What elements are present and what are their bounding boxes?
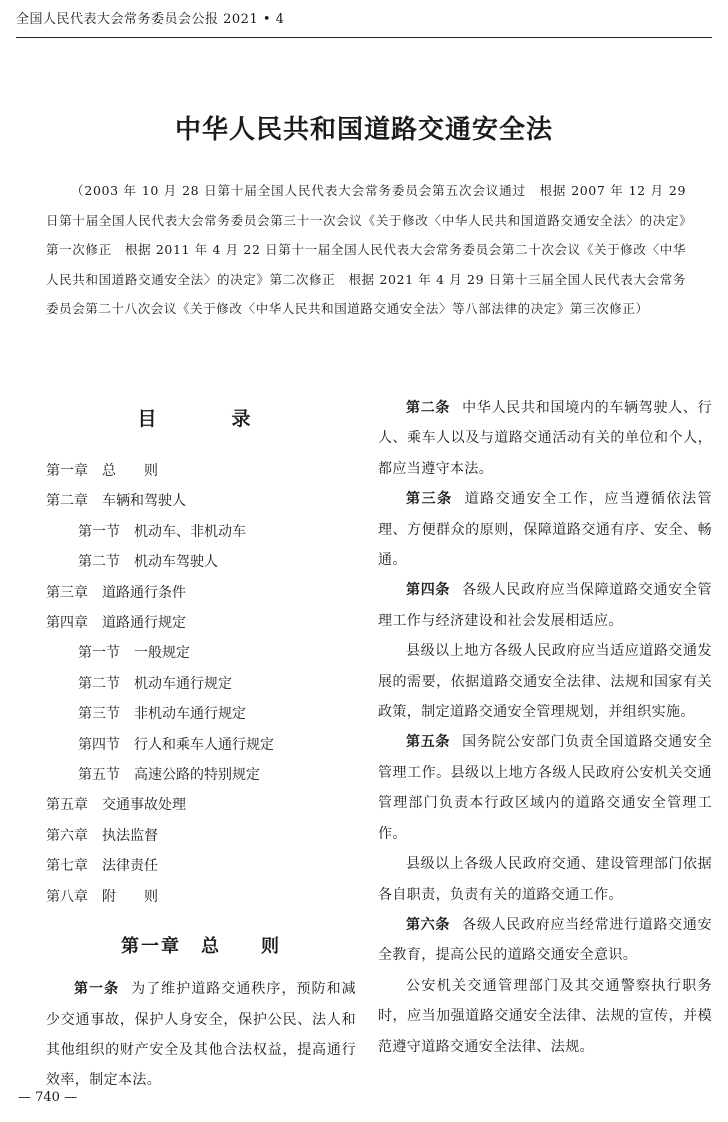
left-column	[46, 400, 356, 1096]
toc-item-num: 第三章	[46, 584, 88, 601]
preamble: （2003 年 10 月 28 日第十届全国人民代表大会常务委员会第五次会议通过 根据 2007 年 12 月 29 日第十届全国人民代表大会常务委员会第三十一次会议《关于修改〈中华人民共和国道路交通安全法〉的决定》第一次修正 根据 2011 年 4 月 22 日第十一届全国人民代表大会常务委员会第二十次会议《关于修改〈中华人民共和国道路交通安全法〉的决定》第二次修正 根据 2021 年 4 月 29 日第十三届全国人民代表大会常务委员会第二十八次会议《关于修改〈中华人民共和国道路交通安全法〉等八部法律的决定》第三次修正）	[46, 183, 686, 316]
toc-item-num: 第二节	[78, 675, 120, 692]
article-text: 道路交通安全工作，应当遵循依法管理、方便群众的原则，保障道路交通有序、安全、畅通。	[378, 491, 713, 569]
toc-item-num: 第四章	[46, 615, 88, 632]
right-column	[378, 393, 712, 1062]
article-1	[46, 974, 356, 1096]
toc-item	[46, 760, 356, 790]
toc-item	[46, 486, 356, 516]
toc-item-name: 总 则	[102, 463, 158, 479]
article-text: 各级人民政府应当经常进行道路交通安全教育，提高公民的道路交通安全意识。	[378, 916, 712, 964]
article-text: 中华人民共和国境内的车辆驾驶人、行人、乘车人以及与道路交通活动有关的单位和个人，都应当遵守本法。	[378, 400, 712, 477]
toc-item-num: 第八章	[46, 888, 88, 905]
article-4-paragraph-2: 县级以上地方各级人民政府应当适应道路交通发展的需要，依据道路交通安全法律、法规和国家有关政策，制定道路交通安全管理规划，并组织实施。	[378, 643, 712, 721]
toc-item-name: 执法监督	[102, 827, 158, 844]
toc-item	[46, 790, 356, 820]
toc-item-name: 交通事故处理	[102, 797, 186, 814]
toc-list	[46, 456, 356, 912]
toc-item-num: 第七章	[46, 858, 88, 875]
toc-item-num: 第四节	[78, 736, 120, 753]
article-text: 为了维护道路交通秩序，预防和减少交通事故，保护人身安全，保护公民、法人和其他组织的财产安全及其他合法权益，提高通行效率，制定本法。	[46, 981, 356, 1089]
toc-item-name: 机动车、非机动车	[134, 523, 246, 540]
header-rule	[16, 37, 712, 38]
article-5	[378, 727, 712, 849]
article-number: 第二条	[406, 400, 451, 416]
toc-item-num: 第二节	[78, 554, 120, 571]
article-6-paragraph-2: 公安机关交通管理部门及其交通警察执行职务时，应当加强道路交通安全法律、法规的宣传，并模范遵守道路交通安全法律、法规。	[378, 977, 712, 1055]
toc-item	[46, 578, 356, 608]
toc-item-name: 法律责任	[102, 858, 158, 875]
article-number: 第五条	[406, 734, 451, 751]
toc-title: 目 录	[137, 408, 279, 430]
article-3	[378, 484, 712, 575]
toc-item-num: 第三节	[78, 706, 120, 723]
article-number: 第四条	[406, 582, 451, 599]
toc-item-name: 一般规定	[134, 645, 190, 662]
toc-item-num: 第一节	[78, 523, 120, 540]
article-4	[378, 575, 712, 636]
toc-item-num: 第二章	[46, 493, 88, 510]
toc-item	[46, 669, 356, 699]
toc-item	[46, 608, 356, 638]
gazette-header: 全国人民代表大会常务委员会公报 2021 • 4	[16, 12, 285, 27]
toc-item-name: 道路通行条件	[102, 584, 186, 601]
toc-item-name: 高速公路的特别规定	[134, 767, 260, 784]
article-number: 第六条	[406, 916, 451, 933]
toc-item-name: 非机动车通行规定	[134, 706, 246, 723]
toc-item-num: 第五章	[46, 797, 88, 814]
article-6	[378, 910, 712, 971]
toc-item	[46, 730, 356, 760]
toc-item-name: 行人和乘车人通行规定	[134, 736, 274, 753]
article-2	[378, 393, 712, 484]
toc-item-num: 第六章	[46, 827, 88, 844]
page-title: 中华人民共和国道路交通安全法	[174, 115, 553, 145]
page-number: — 740 —	[18, 1090, 78, 1105]
toc-item	[46, 851, 356, 881]
toc-item	[46, 821, 356, 851]
toc-item	[46, 638, 356, 668]
toc-item-num: 第五节	[78, 767, 120, 784]
toc-item	[46, 699, 356, 729]
article-number: 第三条	[406, 491, 453, 508]
toc-item-name: 机动车通行规定	[134, 675, 232, 692]
toc-item-name: 车辆和驾驶人	[102, 493, 186, 510]
article-text: 各级人民政府应当保障道路交通安全管理工作与经济建设和社会发展相适应。	[378, 582, 712, 629]
chapter-heading: 第一章 总 则	[121, 936, 281, 958]
toc-item-name: 道路通行规定	[102, 615, 186, 632]
toc-item	[46, 456, 356, 486]
toc-item-num: 第一节	[78, 645, 120, 662]
article-text: 国务院公安部门负责全国道路交通安全管理工作。县级以上地方各级人民政府公安机关交通管理部门负责本行政区域内的道路交通安全管理工作。	[378, 734, 712, 842]
article-5-paragraph-2: 县级以上各级人民政府交通、建设管理部门依据各自职责，负责有关的道路交通工作。	[378, 856, 712, 903]
article-number: 第一条	[74, 981, 120, 998]
toc-item	[46, 882, 356, 912]
toc-item-name: 机动车驾驶人	[134, 554, 218, 571]
toc-item	[46, 547, 356, 577]
toc-item-name: 附 则	[102, 888, 158, 905]
toc-item	[46, 517, 356, 547]
toc-item-num: 第一章	[46, 463, 88, 479]
